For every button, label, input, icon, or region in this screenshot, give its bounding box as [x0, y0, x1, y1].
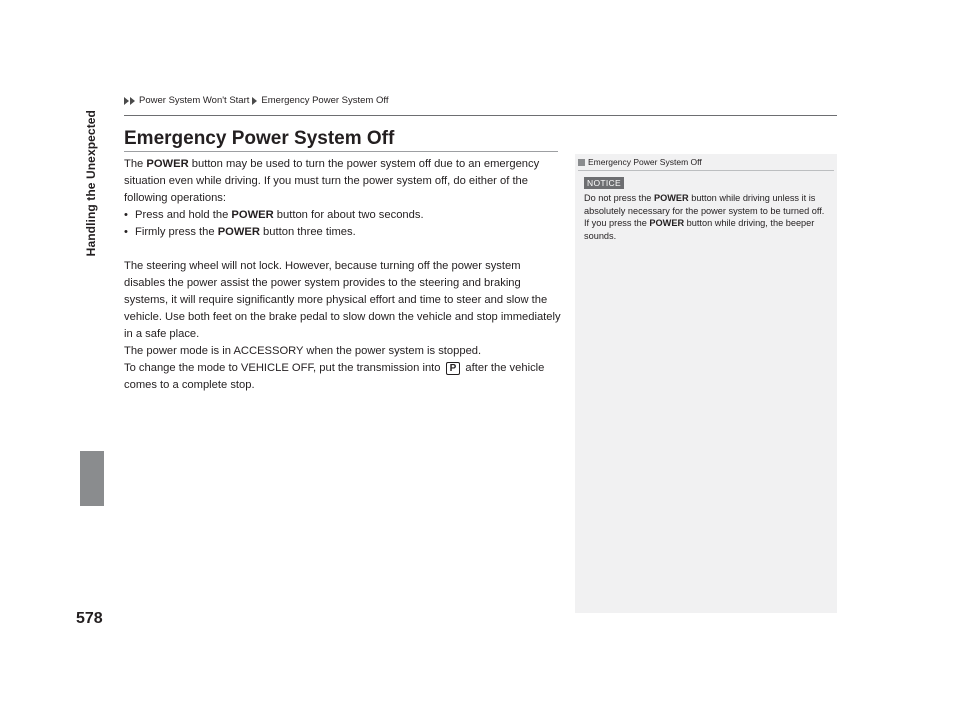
- vehicle-off-paragraph: To change the mode to VEHICLE OFF, put the transmission into P after the vehicle comes to a complete stop.: [124, 362, 545, 391]
- bullet-icon: •: [124, 226, 128, 238]
- sidebar-divider: [578, 170, 834, 171]
- sidebar-heading: Emergency Power System Off: [578, 157, 702, 167]
- breadcrumb-arrow-icon: [124, 97, 136, 105]
- breadcrumb-level1[interactable]: Power System Won't Start: [139, 95, 250, 106]
- sidebar-line: Do not press the POWER button while driving unless it is absolutely necessary for the power system to be turned off.: [584, 193, 825, 216]
- breadcrumb-arrow-icon: [252, 97, 258, 105]
- sidebar-line: If you press the POWER button while driving, the beeper sounds.: [584, 218, 815, 241]
- sidebar-text: [584, 192, 829, 242]
- section-body: [124, 156, 564, 394]
- steering-paragraph: The steering wheel will not lock. However, because turning off the power system disables the power assist the power system provides to the steering and braking systems, it will require significantly more physical effort and time to steer and slow the vehicle. Use both feet on the brake pedal to slow down the vehicle and stop immediately in a safe place.: [124, 260, 561, 340]
- park-position-icon: P: [446, 362, 461, 375]
- chapter-side-tab[interactable]: [78, 110, 104, 470]
- breadcrumb: [124, 95, 388, 106]
- chapter-side-tab-label: Handling the Unexpected: [84, 110, 98, 257]
- power-button-term: POWER: [231, 209, 274, 221]
- intro-paragraph: The POWER button may be used to turn the power system off due to an emergency situation even while driving. If you must turn the power system off, do either of the following operations:: [124, 158, 540, 204]
- accessory-paragraph: The power mode is in ACCESSORY when the power system is stopped.: [124, 345, 482, 357]
- breadcrumb-level2[interactable]: Emergency Power System Off: [261, 95, 389, 106]
- list-item: • Firmly press the POWER button three times.: [124, 224, 564, 241]
- page-number: 578: [76, 610, 103, 627]
- sidebar-note: [575, 154, 837, 613]
- reference-marker-icon: [578, 159, 585, 166]
- header-divider: [124, 115, 837, 116]
- power-button-term: POWER: [146, 158, 189, 170]
- bullet-icon: •: [124, 209, 128, 221]
- chapter-marker: [80, 451, 104, 506]
- section-title: Emergency Power System Off: [124, 128, 395, 149]
- notice-badge: NOTICE: [584, 177, 624, 189]
- power-button-term: POWER: [649, 218, 685, 228]
- power-button-term: POWER: [217, 226, 260, 238]
- title-divider: [124, 151, 558, 152]
- list-item: • Press and hold the POWER button for about two seconds.: [124, 207, 564, 224]
- power-button-term: POWER: [653, 193, 689, 203]
